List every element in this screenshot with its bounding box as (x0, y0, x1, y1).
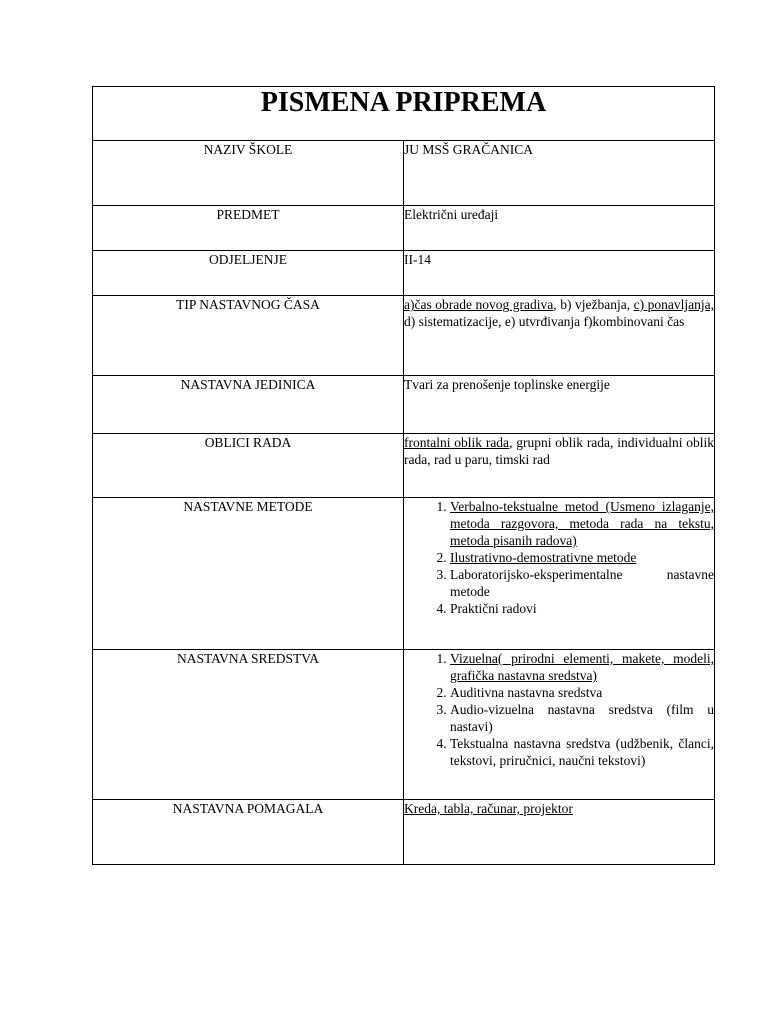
methods-value (404, 498, 715, 650)
aids-value (404, 800, 715, 865)
lesson-type-option-c: c) ponavljanja, (633, 297, 715, 312)
list-item (450, 566, 714, 600)
class-value: II-14 (404, 251, 715, 296)
preparation-table (92, 86, 715, 865)
table-row (93, 498, 715, 650)
lesson-type-option-a: a)čas obrade novog gradiva (404, 297, 554, 312)
subject-value: Električni uređaji (404, 206, 715, 251)
unit-label: NASTAVNA JEDINICA (93, 376, 404, 434)
school-value: JU MSŠ GRAČANICA (404, 141, 715, 206)
aids-text: Kreda, tabla, računar, projektor (404, 801, 573, 816)
unit-value: Tvari za prenošenje toplinske energije (404, 376, 715, 434)
work-forms-value (404, 434, 715, 498)
list-item (450, 549, 714, 566)
document-title: PISMENA PRIPREMA (93, 87, 715, 141)
work-forms-selected: frontalni oblik rada (404, 435, 510, 450)
table-row (93, 650, 715, 800)
lesson-type-label: TIP NASTAVNOG ČASA (93, 296, 404, 376)
work-forms-label: OBLICI RADA (93, 434, 404, 498)
methods-item-4: Praktični radovi (450, 601, 537, 616)
table-row (93, 376, 715, 434)
list-item (450, 600, 714, 617)
lesson-type-option-b: , b) vježbanja, (553, 297, 634, 312)
lesson-type-value (404, 296, 715, 376)
means-list (404, 650, 714, 769)
methods-item-2: Ilustrativno-demostrativne metode (450, 550, 637, 565)
list-item (450, 684, 714, 701)
list-item (450, 735, 714, 769)
table-row (93, 434, 715, 498)
table-row (93, 296, 715, 376)
class-label: ODJELJENJE (93, 251, 404, 296)
methods-item-3: Laboratorijsko-eksperimentalne nastavne metode (450, 567, 714, 599)
table-row (93, 206, 715, 251)
methods-label: NASTAVNE METODE (93, 498, 404, 650)
means-item-2: Auditivna nastavna sredstva (450, 685, 603, 700)
means-label: NASTAVNA SREDSTVA (93, 650, 404, 800)
means-item-4: Tekstualna nastavna sredstva (udžbenik, članci, tekstovi, priručnici, naučni tekstovi) (450, 736, 714, 768)
means-item-3: Audio-vizuelna nastavna sredstva (film u nastavi) (450, 702, 714, 734)
table-row (93, 251, 715, 296)
means-value (404, 650, 715, 800)
school-label: NAZIV ŠKOLE (93, 141, 404, 206)
lesson-type-options-rest: d) sistematizacije, e) utvrđivanja f)kombinovani čas (404, 314, 685, 329)
work-forms-rest: , grupni oblik rada, individualni oblik rada, rad u paru, timski rad (404, 435, 714, 467)
methods-list (404, 498, 714, 617)
list-item (450, 498, 714, 549)
title-row (93, 87, 715, 141)
list-item (450, 701, 714, 735)
subject-label: PREDMET (93, 206, 404, 251)
table-row (93, 141, 715, 206)
table-row (93, 800, 715, 865)
aids-label: NASTAVNA POMAGALA (93, 800, 404, 865)
means-item-1: Vizuelna( prirodni elementi, makete, modeli, grafička nastavna sredstva) (450, 651, 714, 683)
list-item (450, 650, 714, 684)
methods-item-1: Verbalno-tekstualne metod (Usmeno izlaganje, metoda razgovora, metoda rada na tekstu, metoda pisanih radova) (450, 499, 714, 548)
